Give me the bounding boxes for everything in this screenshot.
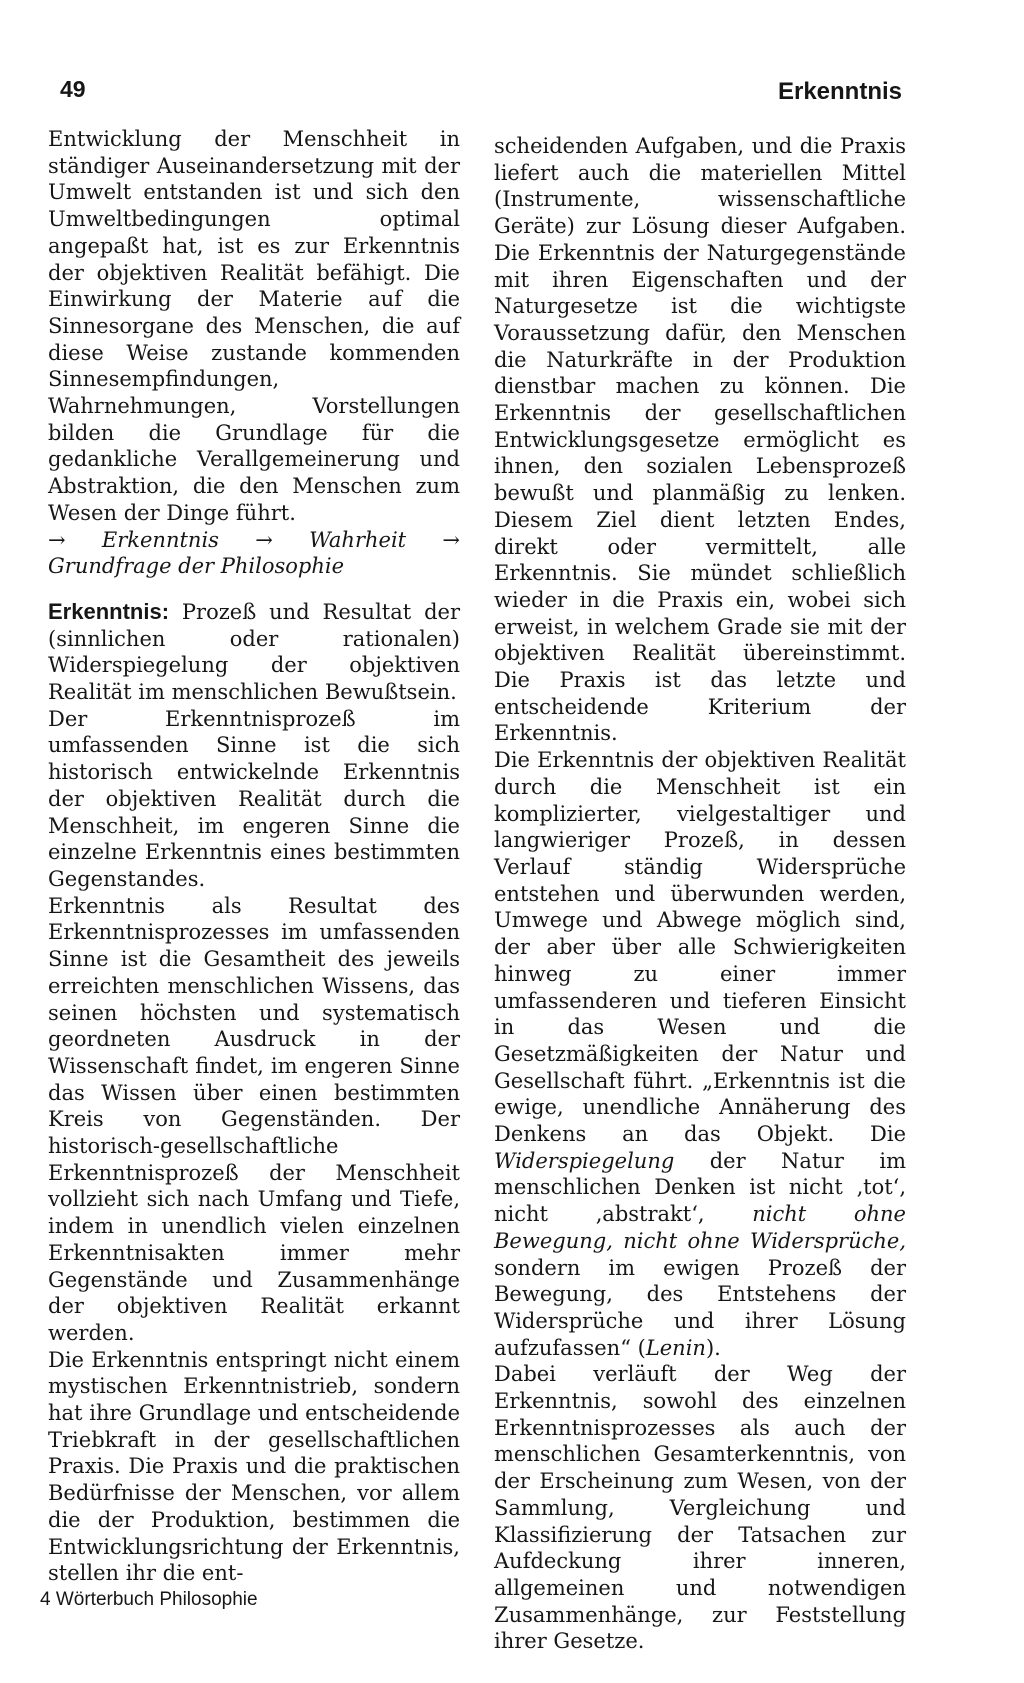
right-paragraph-2-mid-1: der Natur im menschlichen Denken ist nicht ‚tot‘, nicht ‚abstrakt‘, — [494, 1148, 906, 1227]
right-paragraph-1: scheidenden Aufgaben, und die Praxis liefert auch die materiellen Mittel (Instrumente, wissenschaftliche Geräte) zur Lösung dieser Aufgaben. Die Erkenntnis der Naturgegenstände mit ihren Eigenschaften und der Naturgesetze ist die wichtigste Voraussetzung dafür, den Menschen die Naturkräfte in der Produktion dienstbar machen zu können. Die Erkenntnis der gesellschaftlichen Entwicklungsgesetze ermöglicht es ihnen, den sozialen Lebensprozeß bewußt und planmäßig zu lenken. Diesem Ziel dient letzten Endes, direkt oder vermittelt, alle Erkenntnis. Sie mündet schließlich wieder in die Praxis ein, wobei sich erweist, in welchem Grade sie mit der objektiven Realität übereinstimmt. Die Praxis ist das letzte und entscheidende Kriterium der Erkenntnis. — [494, 134, 906, 746]
page-number: 49 — [60, 76, 86, 102]
right-paragraph-2-end: ). — [705, 1335, 721, 1360]
entry-term: Erkenntnis: — [48, 598, 170, 624]
emphasis-lenin: Lenin — [645, 1335, 706, 1360]
emphasis-widerspiegelung: Widerspiegelung — [494, 1148, 675, 1173]
right-paragraph-2-start: Die Erkenntnis der objektiven Realität durch die Menschheit ist ein komplizierter, vielgestaltiger und langwieriger Prozeß, in dessen Verlauf ständig Widersprüche entstehen und überwunden werden, Umwege und Abwege möglich sind, der aber über alle Schwierigkeiten hinweg zu einer immer umfassenderen und tieferen Einsicht in das Wesen und die Gesetzmäßigkeiten der Natur und Gesellschaft führt. „Erkenntnis ist die ewige, unendliche Annäherung des Denkens an das Objekt. Die — [494, 748, 906, 1147]
entry-heading — [48, 599, 460, 706]
left-paragraph-4: Die Erkenntnis entspringt nicht einem mystischen Erkenntnistrieb, sondern hat ihre Grundlage und entscheidende Triebkraft in der gesellschaftlichen Praxis. Die Praxis und die praktischen Bedürfnisse der Menschen, vor allem die der Produktion, bestimmen die Entwicklungsrichtung der Erkenntnis, stellen ihr die ent- — [48, 1347, 460, 1586]
left-column — [48, 126, 460, 1587]
entry-definition: Prozeß und Resultat der (sinnlichen oder rationalen) Widerspiegelung der objektiven Realität im menschlichen Bewußtsein. — [48, 599, 460, 705]
right-paragraph-2 — [494, 747, 906, 1361]
running-head: Erkenntnis — [777, 78, 902, 105]
right-paragraph-3: Dabei verläuft der Weg der Erkenntnis, sowohl des einzelnen Erkenntnisprozesses als auch der menschlichen Gesamterkenntnis, von der Erscheinung zum Wesen, von der Sammlung, Vergleichung und Klassifizierung der Tatsachen zur Aufdeckung ihrer inneren, allgemeinen und notwendigen Zusammenhänge, zur Feststellung ihrer Gesetze. — [494, 1362, 906, 1654]
emphasis-bewegung: nicht ohne Bewegung, nicht ohne Widersprüche, — [494, 1202, 906, 1253]
left-paragraph-3: Erkenntnis als Resultat des Erkenntnisprozesses im umfassenden Sinne ist die Gesamtheit des jeweils erreichten menschlichen Wissens, das seinen höchsten und systematisch geordneten Ausdruck in der Wissenschaft findet, im engeren Sinne das Wissen über einen bestimmten Kreis von Gegenständen. Der historisch-gesellschaftliche Erkenntnisprozeß der Menschheit vollzieht sich nach Umfang und Tiefe, indem in unendlich vielen einzelnen Erkenntnisakten immer mehr Gegenstände und Zusammenhänge der objektiven Realität erkannt werden. — [48, 893, 460, 1345]
signature-footer: 4 Wörterbuch Philosophie — [40, 1589, 258, 1610]
cross-reference: → Erkenntnis → Wahrheit → Grundfrage der Philosophie — [48, 527, 460, 579]
left-paragraph-2: Der Erkenntnisprozeß im umfassenden Sinne ist die sich historisch entwickelnde Erkenntnis der objektiven Realität durch die Menschheit, im engeren Sinne die einzelne Erkenntnis eines bestimmten Gegenstandes. — [48, 706, 460, 891]
right-column — [494, 133, 906, 1655]
left-paragraph-1: Entwicklung der Menschheit in ständiger Auseinandersetzung mit der Umwelt entstanden ist und sich den Umweltbedingungen optimal angepaßt hat, ist es zur Erkenntnis der objektiven Realität befähigt. Die Einwirkung der Materie auf die Sinnesorgane des Menschen, die auf diese Weise zustande kommenden Sinnesempfindungen, Wahrnehmungen, Vorstellungen bilden die Grundlage für die gedankliche Verallgemeinerung und Abstraktion, die den Menschen zum Wesen der Dinge führt. — [48, 127, 460, 525]
right-paragraph-2-mid-2: sondern im ewigen Prozeß der Bewegung, des Entstehens der Widersprüche und ihrer Lösung aufzufassen“ ( — [494, 1255, 906, 1360]
